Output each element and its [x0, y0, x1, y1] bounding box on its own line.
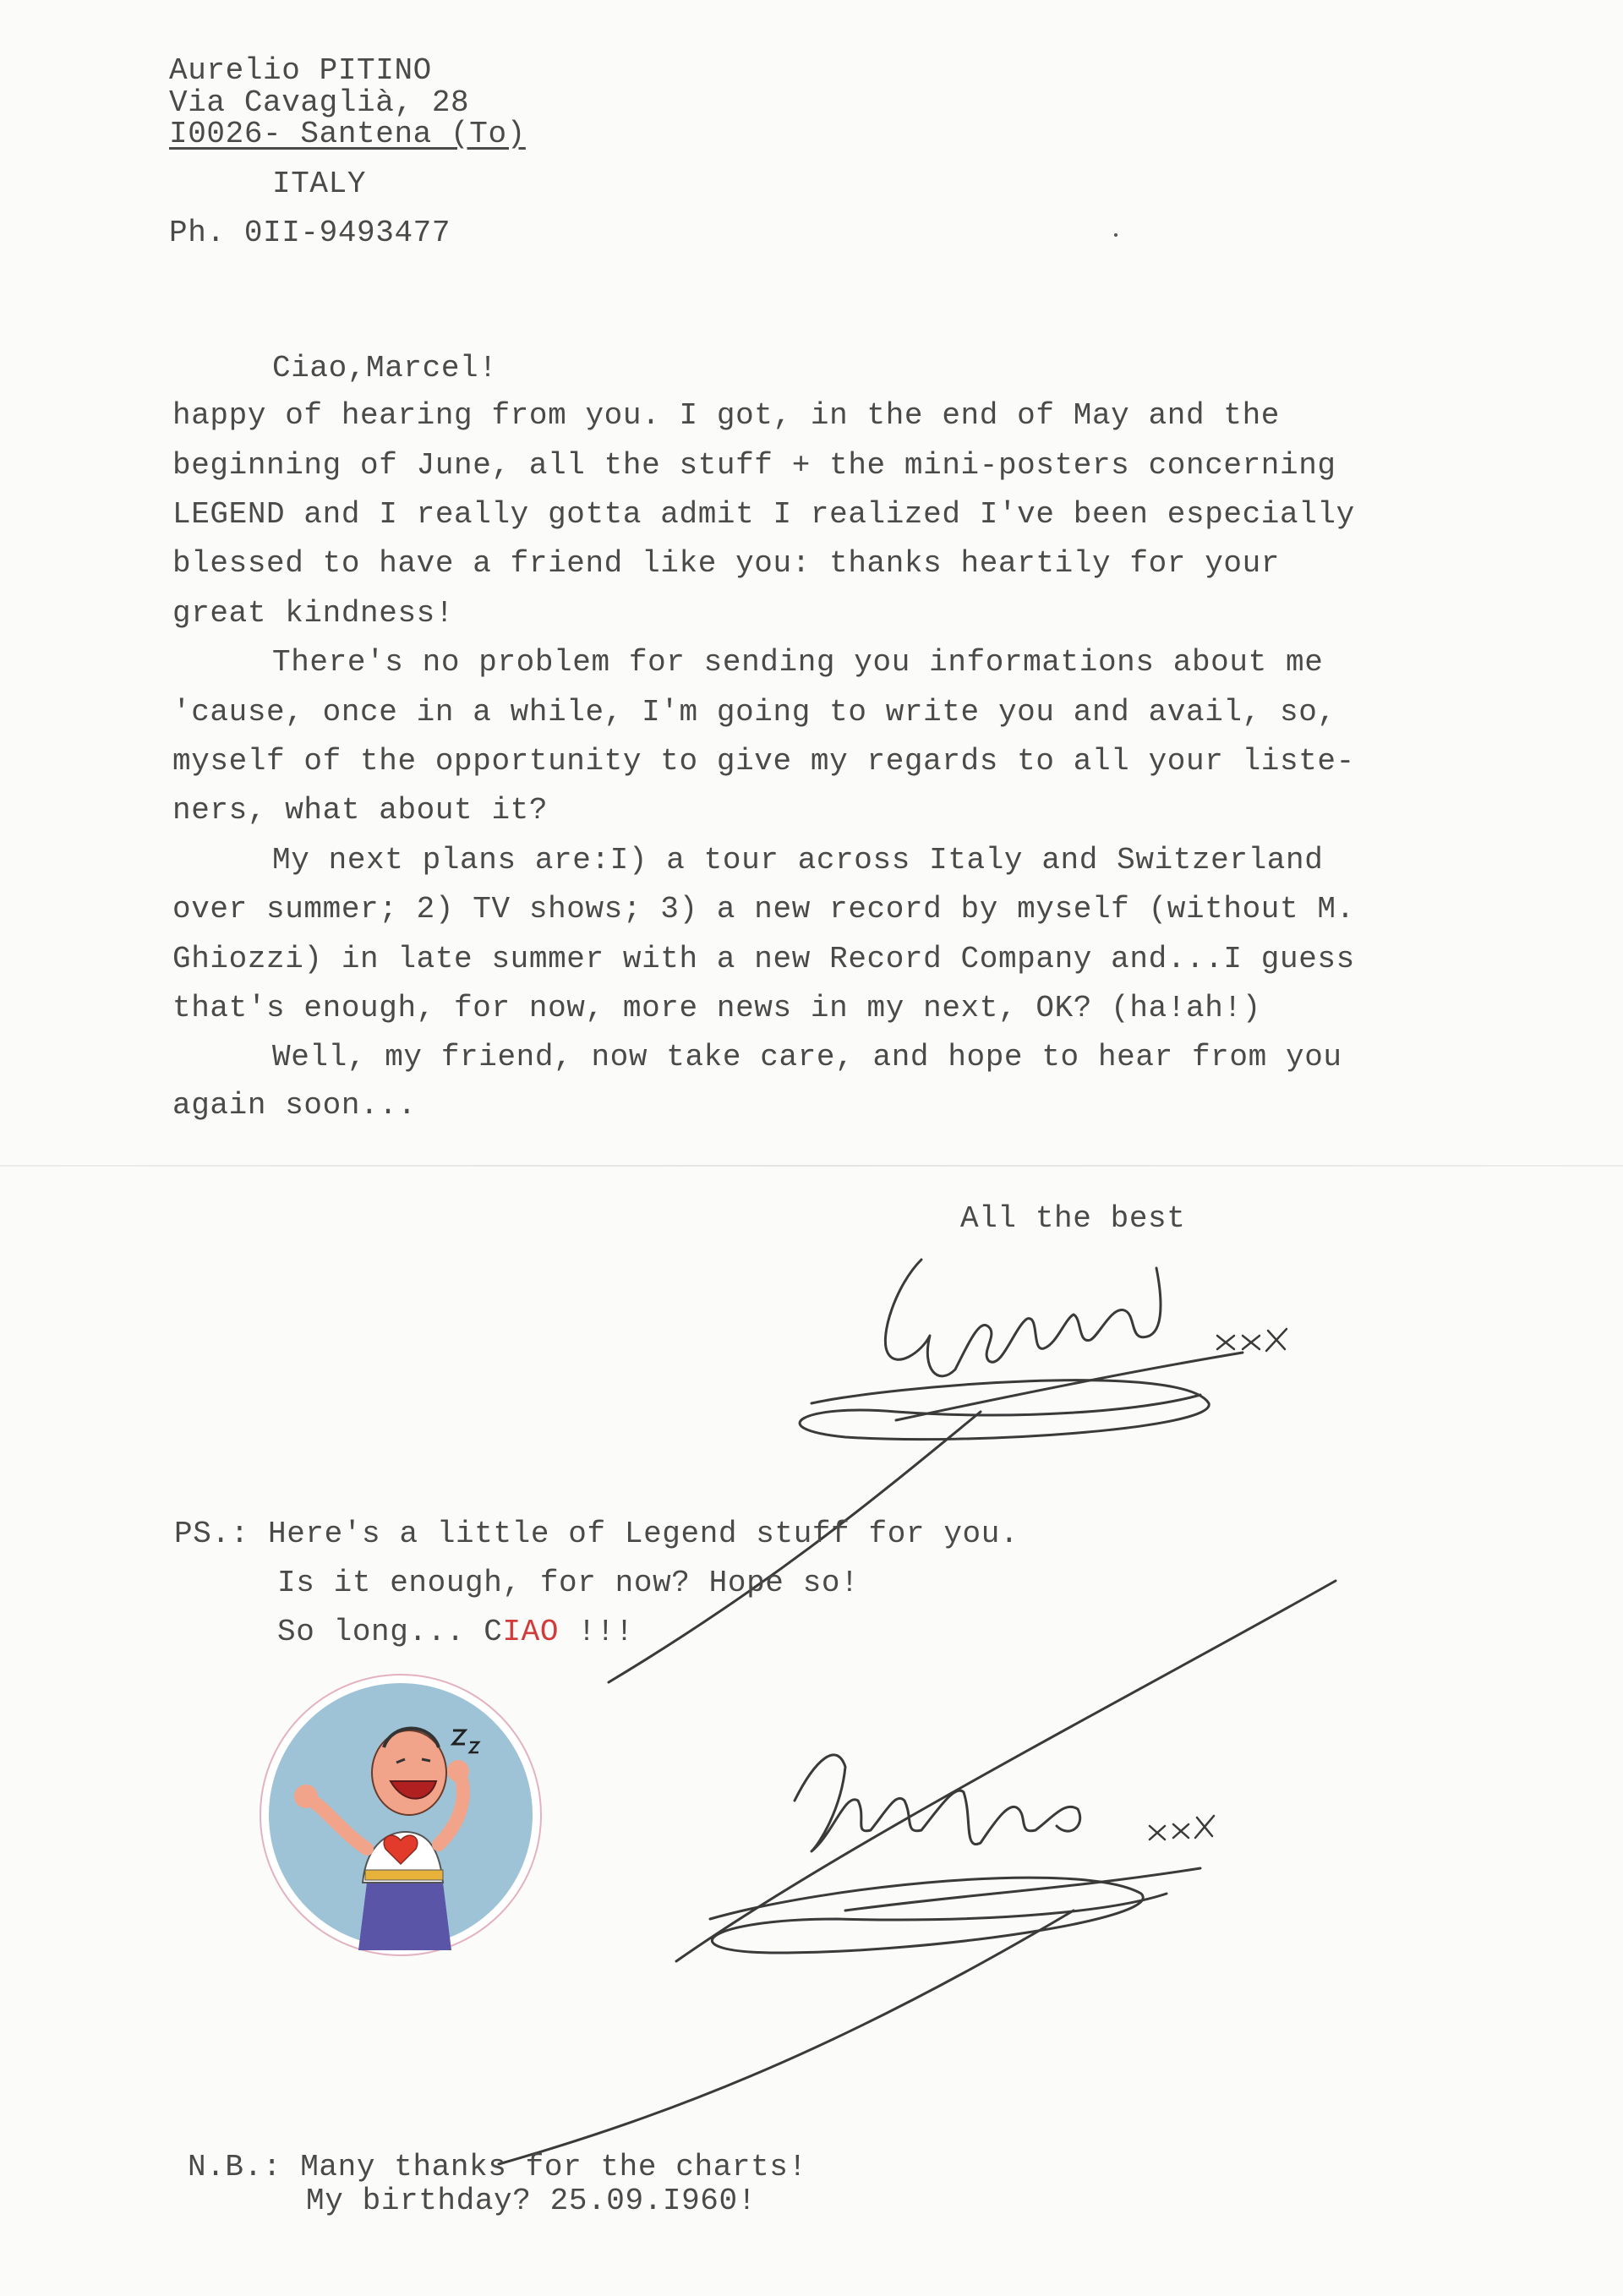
sign-off: All the best [960, 1201, 1186, 1236]
body-line: myself of the opportunity to give my regards to all your liste- [172, 744, 1355, 779]
ps-line: PS.: Here's a little of Legend stuff for you. [174, 1517, 1019, 1551]
ink-speck [1114, 233, 1118, 237]
body-line: again soon... [172, 1088, 417, 1123]
sender-country: ITALY [272, 167, 367, 201]
body-line: ners, what about it? [172, 793, 549, 828]
nb-line: N.B.: Many thanks for the charts! [188, 2150, 807, 2184]
ps-line [277, 1617, 634, 1648]
body-line: beginning of June, all the stuff + the mini-posters concerning [172, 448, 1336, 483]
sender-phone: Ph. 0II-9493477 [169, 216, 451, 250]
ps-text: !!! [559, 1615, 634, 1649]
body-line: My next plans are:I) a tour across Italy and Switzerland [272, 843, 1324, 877]
body-line: Well, my friend, now take care, and hope to hear from you [272, 1040, 1342, 1074]
greeting: Ciao,Marcel! [272, 351, 498, 385]
sender-name: Aurelio PITINO [169, 53, 432, 88]
ps-text: So long... C [277, 1615, 503, 1649]
body-line: great kindness! [172, 596, 455, 631]
paper-fold-line [0, 1165, 1623, 1167]
ps-line: Is it enough, for now? Hope so! [277, 1566, 860, 1600]
body-line: 'cause, once in a while, I'm going to write you and avail, so, [172, 695, 1336, 730]
body-line: blessed to have a friend like you: thanks heartily for your [172, 546, 1281, 581]
body-line: There's no problem for sending you informations about me [272, 645, 1324, 680]
body-line: Ghiozzi) in late summer with a new Record Company and...I guess [172, 942, 1355, 976]
body-line: happy of hearing from you. I got, in the end of May and the [172, 398, 1281, 433]
sender-city: I0026- Santena (To) [169, 117, 526, 151]
body-line: LEGEND and I really gotta admit I realized I've been especially [172, 497, 1355, 532]
nb-line: My birthday? 25.09.I960! [306, 2184, 757, 2218]
ps-ciao-red: IAO [502, 1615, 560, 1649]
cartoon-sticker [257, 1671, 544, 1959]
body-line: that's enough, for now, more news in my next, OK? (ha!ah!) [172, 991, 1261, 1025]
body-line: over summer; 2) TV shows; 3) a new record by myself (without M. [172, 892, 1355, 927]
sender-street: Via Cavaglià, 28 [169, 85, 470, 120]
